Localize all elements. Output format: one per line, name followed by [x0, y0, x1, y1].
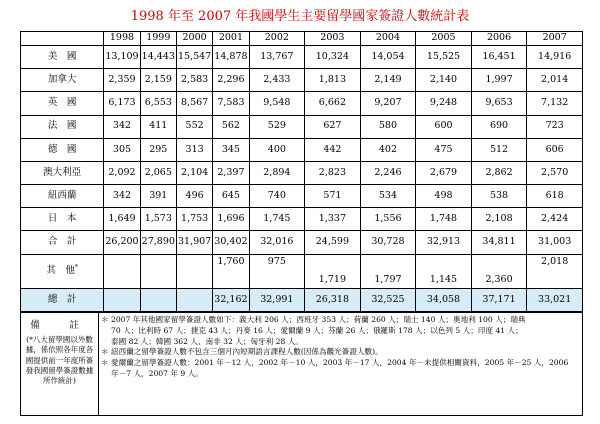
table-cell: 498: [416, 185, 472, 208]
table-cell: 6,662: [305, 92, 361, 115]
table-cell: 15,525: [416, 46, 472, 69]
row-label: 加拿大: [21, 69, 104, 92]
table-cell: 31,003: [527, 231, 583, 254]
table-cell: 30,728: [360, 231, 416, 254]
table-cell: 313: [176, 138, 212, 161]
table-cell: 1,696: [213, 208, 249, 231]
table-cell: 6,553: [140, 92, 176, 115]
table-cell: 1,748: [416, 208, 472, 231]
table-cell: 342: [104, 185, 140, 208]
table-cell: 391: [140, 185, 176, 208]
table-cell: [176, 254, 212, 288]
row-label: 總 計: [21, 288, 104, 311]
row-label: 日 本: [21, 208, 104, 231]
table-cell: [140, 254, 176, 288]
table-row: [21, 231, 583, 254]
table-cell: 600: [416, 115, 472, 138]
row-label: 德 國: [21, 138, 104, 161]
footnote-marker: *: [74, 264, 78, 272]
note-line: 70 人；比利時 67 人；捷克 43 人；丹麥 16 人；愛爾蘭 9 人；芬蘭 26 人；俄羅斯 178 人；以色列 5 人；印度 41 人；: [101, 325, 523, 335]
table-cell: 740: [249, 185, 305, 208]
table-cell: 512: [471, 138, 527, 161]
table-cell: 552: [176, 115, 212, 138]
table-cell: 2,433: [249, 69, 305, 92]
notes-heading: 備 註: [30, 320, 89, 331]
table-cell: [104, 288, 140, 311]
table-cell: 2,894: [249, 161, 305, 184]
table-row: [21, 46, 583, 69]
note-line: ＊ 2007 年其他國家留學簽證人數如下：義大利 206 人；西班牙 353 人；荷蘭 260 人；瑞士 140 人；奧地利 100 人；瑞典: [101, 315, 526, 324]
table-cell: 32,991: [249, 288, 305, 311]
table-cell: 24,599: [305, 231, 361, 254]
row-label: 法 國: [21, 115, 104, 138]
row-label: 澳大利亞: [21, 161, 104, 184]
year-header: 1998: [104, 32, 140, 46]
table-cell: 2,823: [305, 161, 361, 184]
table-cell: 1,649: [104, 208, 140, 231]
table-cell: 31,907: [176, 231, 212, 254]
table-row: [21, 115, 583, 138]
table-cell: 7,583: [213, 92, 249, 115]
page-title: 1998 年至 2007 年我國學生主要留學國家簽證人數統計表: [130, 9, 470, 24]
table-cell: 1,753: [176, 208, 212, 231]
table-cell: 534: [360, 185, 416, 208]
year-header: 1999: [140, 32, 176, 46]
table-cell: 2,583: [176, 69, 212, 92]
note-line: ＊ 愛爾蘭之留學簽證人數：2001 年－12 人，2002 年－10 人，2003 年－17 人，2004 年－未提供相關資料，2005 年－25 人，2006: [101, 358, 569, 368]
table-cell: 26,200: [104, 231, 140, 254]
table-cell: 1,337: [305, 208, 361, 231]
note-line: ＊ 紐西蘭之留學簽證人數不包含三個月內短期語言課程人數(因係為觀光簽證人數)。: [101, 347, 383, 357]
table-cell: 562: [213, 115, 249, 138]
table-cell: 627: [305, 115, 361, 138]
table-cell: 16,451: [471, 46, 527, 69]
table-cell: 1,997: [471, 69, 527, 92]
table-row: [21, 92, 583, 115]
table-cell: 529: [249, 115, 305, 138]
table-cell: 9,207: [360, 92, 416, 115]
table-row: [21, 69, 583, 92]
table-cell: 6,173: [104, 92, 140, 115]
table-cell: [176, 288, 212, 311]
table-cell: 10,324: [305, 46, 361, 69]
table-cell: 2,159: [140, 69, 176, 92]
note-line: 泰國 82 人；韓國 362 人、南非 32 人；匈牙利 28 人。: [101, 336, 303, 346]
table-cell: 411: [140, 115, 176, 138]
table-cell: 2,570: [527, 161, 583, 184]
table-cell: 475: [416, 138, 472, 161]
table-cell: 32,525: [360, 288, 416, 311]
table-cell: 2,104: [176, 161, 212, 184]
table-cell: 1,573: [140, 208, 176, 231]
notes-label-cell: [21, 313, 99, 416]
table-cell: 645: [213, 185, 249, 208]
row-label: 紐西蘭: [21, 185, 104, 208]
table-cell: 33,021: [527, 288, 583, 311]
table-cell: 2,359: [104, 69, 140, 92]
table-row: [21, 208, 583, 231]
table-cell: 723: [527, 115, 583, 138]
table-cell: 32,913: [416, 231, 472, 254]
table-cell: 1,556: [360, 208, 416, 231]
corner-cell: [21, 32, 104, 46]
table-cell: 7,132: [527, 92, 583, 115]
table-cell: 400: [249, 138, 305, 161]
table-cell: 37,171: [471, 288, 527, 311]
table-cell: [140, 288, 176, 311]
table-cell: 2,014: [527, 69, 583, 92]
row-label: 合 計: [21, 231, 104, 254]
table-row: [21, 138, 583, 161]
table-cell: 2,018: [527, 254, 583, 288]
other-countries-row: [21, 254, 583, 288]
table-cell: 1,813: [305, 69, 361, 92]
table-cell: 9,653: [471, 92, 527, 115]
row-label: 英 國: [21, 92, 104, 115]
table-cell: 14,443: [140, 46, 176, 69]
table-cell: 2,862: [471, 161, 527, 184]
table-cell: 2,092: [104, 161, 140, 184]
row-label: [21, 254, 104, 288]
table-cell: 2,149: [360, 69, 416, 92]
table-cell: 1,719: [305, 254, 361, 288]
table-cell: 13,767: [249, 46, 305, 69]
table-cell: 402: [360, 138, 416, 161]
table-cell: 14,054: [360, 46, 416, 69]
table-cell: 2,679: [416, 161, 472, 184]
table-cell: 2,424: [527, 208, 583, 231]
table-cell: 295: [140, 138, 176, 161]
table-cell: 345: [213, 138, 249, 161]
row-label: 美 國: [21, 46, 104, 69]
table-cell: 571: [305, 185, 361, 208]
table-cell: 690: [471, 115, 527, 138]
table-cell: 580: [360, 115, 416, 138]
table-cell: 14,916: [527, 46, 583, 69]
table-cell: 1,745: [249, 208, 305, 231]
table-cell: 14,878: [213, 46, 249, 69]
year-header-row: [21, 32, 583, 46]
note-line: 年－7 人，2007 年 9 人。: [101, 368, 203, 378]
table-cell: 9,248: [416, 92, 472, 115]
table-cell: 32,016: [249, 231, 305, 254]
table-cell: 618: [527, 185, 583, 208]
table-cell: 2,246: [360, 161, 416, 184]
year-header: 2004: [360, 32, 416, 46]
table-cell: [104, 254, 140, 288]
year-header: 2007: [527, 32, 583, 46]
table-cell: 30,402: [213, 231, 249, 254]
table-cell: 32,162: [213, 288, 249, 311]
table-cell: 26,318: [305, 288, 361, 311]
table-cell: 2,360: [471, 254, 527, 288]
year-header: 2000: [176, 32, 212, 46]
table-cell: 2,296: [213, 69, 249, 92]
notes-content-cell: [99, 313, 583, 416]
table-cell: 606: [527, 138, 583, 161]
year-header: 2001: [213, 32, 249, 46]
table-cell: 2,065: [140, 161, 176, 184]
table-cell: 2,108: [471, 208, 527, 231]
year-header: 2002: [249, 32, 305, 46]
table-cell: 2,140: [416, 69, 472, 92]
year-header: 2005: [416, 32, 472, 46]
visa-statistics-table: [20, 31, 583, 312]
table-cell: 442: [305, 138, 361, 161]
table-cell: 27,890: [140, 231, 176, 254]
table-row: [21, 185, 583, 208]
table-cell: 34,811: [471, 231, 527, 254]
grand-total-row: [21, 288, 583, 311]
year-header: 2003: [305, 32, 361, 46]
other-label: 其 他: [46, 265, 75, 277]
table-cell: 13,109: [104, 46, 140, 69]
table-cell: 538: [471, 185, 527, 208]
table-cell: 496: [176, 185, 212, 208]
table-cell: 975: [249, 254, 305, 288]
table-cell: 1,760: [213, 254, 249, 288]
table-cell: 8,567: [176, 92, 212, 115]
table-row: [21, 161, 583, 184]
table-cell: 1,145: [416, 254, 472, 288]
notes-table: [20, 312, 583, 416]
table-cell: 1,797: [360, 254, 416, 288]
table-cell: 342: [104, 115, 140, 138]
table-cell: 15,547: [176, 46, 212, 69]
table-cell: 9,548: [249, 92, 305, 115]
table-cell: 34,058: [416, 288, 472, 311]
table-cell: 305: [104, 138, 140, 161]
notes-subtext: (*八大留學國以外數據，係依照各年度各國提供前一年度所簽發我國留學簽證數據所作統計): [25, 335, 94, 386]
table-cell: 2,397: [213, 161, 249, 184]
year-header: 2006: [471, 32, 527, 46]
